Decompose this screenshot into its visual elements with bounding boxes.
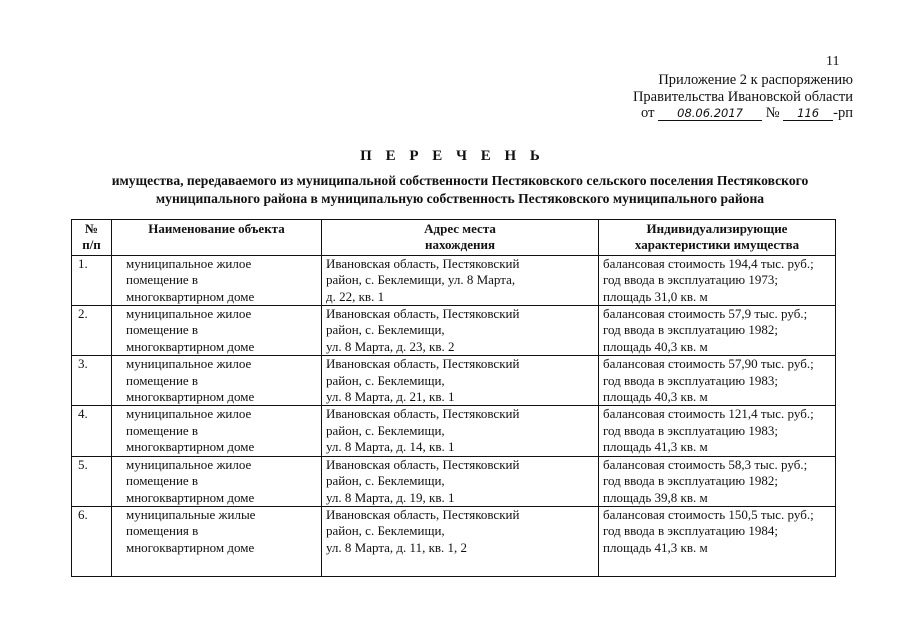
object-name: муниципальное жилое помещение в многоквартирном доме <box>112 255 322 305</box>
appendix-header <box>593 72 853 122</box>
table-header-row <box>72 220 836 256</box>
object-characteristics: балансовая стоимость 150,5 тыс. руб.; год ввода в эксплуатацию 1984; площадь 41,3 кв. м <box>599 506 836 576</box>
subtitle-line-1: имущества, передаваемого из муниципальной собственности Пестяковского сельского поселения Пестяковского <box>111 173 809 188</box>
object-address: Ивановская область, Пестяковский район, с. Беклемищи, ул. 8 Марта, д. 11, кв. 1, 2 <box>322 506 599 576</box>
header-num: № п/п <box>72 220 112 256</box>
table-row <box>72 506 836 576</box>
subtitle-line-2: муниципального района в муниципальную собственность Пестяковского муниципального района <box>155 190 765 206</box>
object-name: муниципальное жилое помещение в многоквартирном доме <box>112 356 322 406</box>
row-number: 6. <box>72 506 112 576</box>
object-name: муниципальные жилые помещения в многоквартирном доме <box>112 506 322 576</box>
handwritten-date: 08.06.2017 <box>658 107 762 121</box>
table-row <box>72 306 836 356</box>
object-address: Ивановская область, Пестяковский район, с. Беклемищи, ул. 8 Марта, д. 21, кв. 1 <box>322 356 599 406</box>
row-number: 1. <box>72 255 112 305</box>
object-characteristics: балансовая стоимость 194,4 тыс. руб.; год ввода в эксплуатацию 1973; площадь 31,0 кв. м <box>599 255 836 305</box>
object-name: муниципальное жилое помещение в многоквартирном доме <box>112 306 322 356</box>
header-address: Адрес места нахождения <box>322 220 599 256</box>
document-subtitle <box>60 172 860 207</box>
object-characteristics: балансовая стоимость 57,9 тыс. руб.; год ввода в эксплуатацию 1982; площадь 40,3 кв. м <box>599 306 836 356</box>
object-characteristics: балансовая стоимость 58,3 тыс. руб.; год ввода в эксплуатацию 1982; площадь 39,8 кв. м <box>599 456 836 506</box>
appendix-line-1: Приложение 2 к распоряжению <box>658 72 853 88</box>
appendix-line-3 <box>593 105 853 122</box>
table-row <box>72 255 836 305</box>
row-number: 3. <box>72 356 112 406</box>
header-name: Наименование объекта <box>112 220 322 256</box>
property-table <box>71 219 836 577</box>
page-number: 11 <box>826 54 840 69</box>
object-address: Ивановская область, Пестяковский район, с. Беклемищи, ул. 8 Марта, д. 22, кв. 1 <box>322 255 599 305</box>
object-address: Ивановская область, Пестяковский район, с. Беклемищи, ул. 8 Марта, д. 19, кв. 1 <box>322 456 599 506</box>
handwritten-number: 116 <box>783 107 833 121</box>
object-characteristics: балансовая стоимость 121,4 тыс. руб.; год ввода в эксплуатацию 1983; площадь 41,3 кв. м <box>599 406 836 456</box>
appendix-line-2: Правительства Ивановской области <box>632 88 853 105</box>
object-characteristics: балансовая стоимость 57,90 тыс. руб.; год ввода в эксплуатацию 1983; площадь 40,3 кв. м <box>599 356 836 406</box>
object-name: муниципальное жилое помещение в многоквартирном доме <box>112 456 322 506</box>
table-row <box>72 456 836 506</box>
number-label: № <box>765 105 780 121</box>
row-number: 4. <box>72 406 112 456</box>
object-address: Ивановская область, Пестяковский район, с. Беклемищи, ул. 8 Марта, д. 23, кв. 2 <box>322 306 599 356</box>
table-row <box>72 356 836 406</box>
row-number: 2. <box>72 306 112 356</box>
row-number: 5. <box>72 456 112 506</box>
header-characteristics: Индивидуализирующие характеристики имущества <box>599 220 836 256</box>
from-label: от <box>641 105 655 121</box>
object-address: Ивановская область, Пестяковский район, с. Беклемищи, ул. 8 Марта, д. 14, кв. 1 <box>322 406 599 456</box>
object-name: муниципальное жилое помещение в многоквартирном доме <box>112 406 322 456</box>
number-suffix: -рп <box>833 105 853 121</box>
document-title: П Е Р Е Ч Е Н Ь <box>360 148 545 164</box>
table-row <box>72 406 836 456</box>
